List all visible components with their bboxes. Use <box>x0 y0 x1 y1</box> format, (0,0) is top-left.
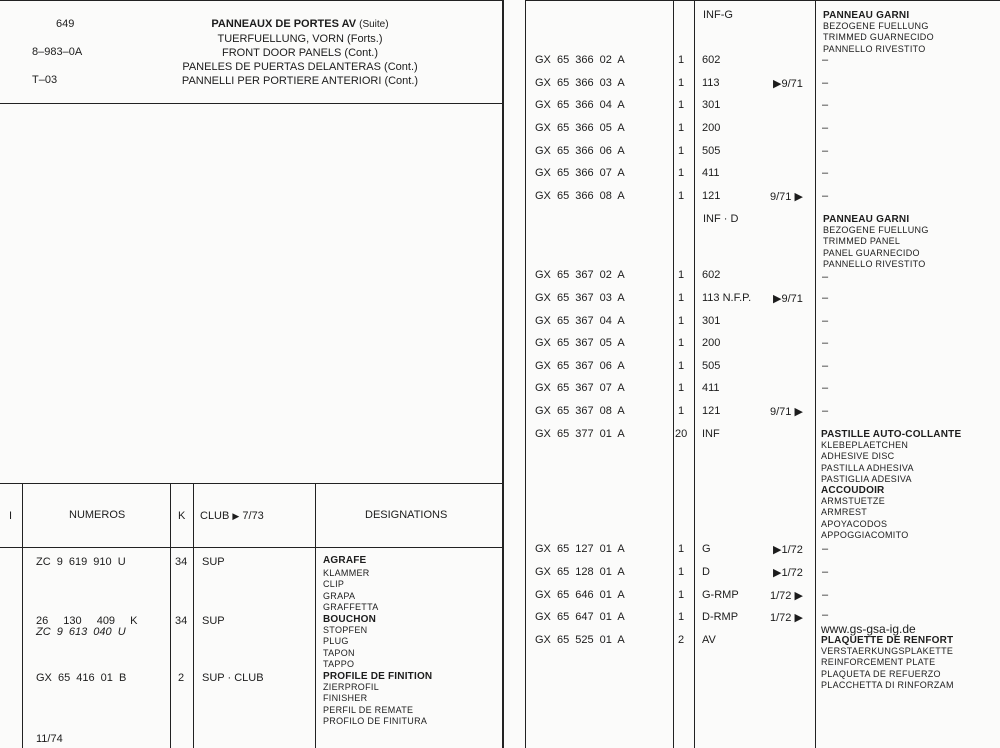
part-designation <box>323 555 379 613</box>
ref-dash: – <box>822 337 829 349</box>
top-border-left <box>0 0 503 1</box>
ref-dash: – <box>822 122 829 134</box>
ref-code: G <box>702 543 711 555</box>
ref-dash: – <box>822 77 829 89</box>
group1-designation <box>823 10 934 55</box>
ref-date: 9/71 ▶ <box>770 406 803 418</box>
ref-qty: 1 <box>678 54 685 66</box>
ref-qty: 1 <box>678 611 685 623</box>
col-header-i: I <box>9 510 13 522</box>
right-col-rule-2 <box>694 0 695 748</box>
designation-de: ZIERPROFIL <box>323 682 380 692</box>
designation-it: PASTIGLIA ADESIVA <box>821 473 912 484</box>
club-date: 7/73 <box>242 510 264 522</box>
title-line-it: PANNELLI PER PORTIERE ANTERIORI (Cont.) <box>181 75 419 87</box>
designation-title: PANNEAU GARNI <box>823 214 910 225</box>
designation-es: TAPON <box>323 647 355 658</box>
ref-dash: – <box>822 543 829 555</box>
designation-en: TRIMMED GUARNECIDO <box>823 32 934 43</box>
part-number: GX 65 416 01 B <box>36 672 127 684</box>
ref-number: GX 65 367 03 A <box>535 292 625 304</box>
designation-es: GRAPA <box>323 590 356 601</box>
ref-number: GX 65 367 08 A <box>535 405 625 417</box>
ref-number: GX 65 366 02 A <box>535 54 625 66</box>
ref-dash: – <box>822 292 829 304</box>
ref-code: 200 <box>702 337 721 349</box>
ref-qty: 1 <box>678 360 685 372</box>
ref-qty: 1 <box>678 566 685 578</box>
ref-qty: 1 <box>678 269 685 281</box>
part-club: SUP · CLUB <box>202 672 264 684</box>
accoudoir-es: APOYACODOS <box>821 518 888 529</box>
ref-code: AV <box>702 634 716 646</box>
section-title <box>140 17 460 88</box>
designation-en: TRIMMED PANEL <box>823 236 901 247</box>
col-rule-i <box>22 483 23 748</box>
ref-code: 602 <box>702 54 721 66</box>
ref-date: ▶9/71 <box>773 78 803 90</box>
group2-designation <box>823 214 929 270</box>
designation-de: STOPFEN <box>323 625 368 635</box>
designation-title: PLAQUETTE DE RENFORT <box>821 635 954 646</box>
ref-dash: – <box>822 145 829 157</box>
part-designation <box>323 671 432 727</box>
designation-es: PANEL GUARNECIDO <box>823 247 920 258</box>
ref-number: GX 65 367 05 A <box>535 337 625 349</box>
ref-date: ▶9/71 <box>773 293 803 305</box>
club-label: CLUB <box>200 510 230 522</box>
designation-es: PLAQUETA DE REFUERZO <box>821 668 941 679</box>
ref-date: ▶1/72 <box>773 544 803 556</box>
ref-dash: – <box>822 99 829 111</box>
part-designation <box>323 614 376 670</box>
club-arrow: ▶ <box>232 511 240 521</box>
designation-de: KLAMMER <box>323 568 370 578</box>
ref-qty: 1 <box>678 405 685 417</box>
designation-it: PANNELLO RIVESTITO <box>823 43 926 54</box>
ref-qty: 1 <box>678 99 685 111</box>
col-header-club <box>200 510 264 522</box>
ref-dash: – <box>822 405 829 417</box>
ref-qty: 1 <box>678 122 685 134</box>
part-number-alt: ZC 9 613 040 U <box>36 626 126 638</box>
ref-dash: – <box>822 315 829 327</box>
page-divider-inner <box>525 0 526 748</box>
section-title-suffix: (Suite) <box>359 19 389 30</box>
ref-number: GX 65 646 01 A <box>535 589 625 601</box>
part-club: SUP <box>202 615 225 627</box>
designation-es: PASTILLA ADHESIVA <box>821 462 914 473</box>
accoudoir-title: ACCOUDOIR <box>821 485 885 497</box>
right-col-rule-3 <box>815 0 816 748</box>
accoudoir-en: ARMREST <box>821 507 868 518</box>
designation-title: PASTILLE AUTO-COLLANTE <box>821 429 962 440</box>
ref-number: GX 65 128 01 A <box>535 566 625 578</box>
ref-date: 1/72 ▶ <box>770 612 803 624</box>
section-title-main: PANNEAUX DE PORTES AV <box>211 18 357 30</box>
ref-number: GX 65 366 08 A <box>535 190 625 202</box>
catalog-code: 8–983–0A <box>32 46 83 58</box>
footer-date: 11/74 <box>36 733 63 745</box>
ref-code: 301 <box>702 99 721 111</box>
ref-number: GX 65 366 03 A <box>535 77 625 89</box>
designation-de: VERSTAERKUNGSPLAKETTE <box>821 646 954 656</box>
part-number: 26 130 409 K <box>36 615 138 627</box>
ref-dash: – <box>822 566 829 578</box>
ref-qty: 1 <box>678 589 685 601</box>
page-divider <box>502 0 504 748</box>
part-qty: 34 <box>175 615 188 627</box>
ref-qty: 1 <box>678 292 685 304</box>
ref-number: GX 65 377 01 A <box>535 428 625 440</box>
col-rule-k <box>193 483 194 748</box>
ref-qty: 1 <box>678 77 685 89</box>
catalog-ref: T–03 <box>32 74 58 86</box>
ref-qty: 20 <box>675 428 688 440</box>
ref-code: 505 <box>702 360 721 372</box>
ref-number: GX 65 366 06 A <box>535 145 625 157</box>
ref-code: 113 <box>702 77 720 89</box>
column-header-bottom-rule <box>0 547 503 548</box>
ref-number: GX 65 367 02 A <box>535 269 625 281</box>
ref-dash: – <box>822 589 829 601</box>
ref-qty: 1 <box>678 190 685 202</box>
designation-it: PANNELLO RIVESTITO <box>823 258 926 269</box>
ref-date: 9/71 ▶ <box>770 191 803 203</box>
pastille-designation <box>821 429 961 541</box>
designation-title: PANNEAU GARNI <box>823 10 910 21</box>
ref-code: INF <box>702 428 720 440</box>
ref-code: 121 <box>702 405 721 417</box>
title-line-en: FRONT DOOR PANELS (Cont.) <box>221 47 379 59</box>
title-line-de: TUERFUELLUNG, VORN (Forts.) <box>217 33 383 45</box>
ref-number: GX 65 367 07 A <box>535 382 625 394</box>
col-rule-club <box>315 483 316 748</box>
ref-code: 505 <box>702 145 721 157</box>
page-number: 649 <box>56 18 75 30</box>
group1-label: INF-G <box>703 9 733 21</box>
ref-code: 411 <box>702 382 720 394</box>
designation-en: FINISHER <box>323 693 368 704</box>
part-number: ZC 9 619 910 U <box>36 556 126 568</box>
ref-code: D <box>702 566 710 578</box>
ref-number: GX 65 647 01 A <box>535 611 625 623</box>
designation-en: CLIP <box>323 579 345 590</box>
watermark-link[interactable]: www.gs-gsa-ig.de <box>821 622 916 636</box>
designation-es: PERFIL DE REMATE <box>323 704 414 715</box>
ref-code: 200 <box>702 122 721 134</box>
part-club: SUP <box>202 556 225 568</box>
designation-it: GRAFFETTA <box>323 601 379 612</box>
group2-label: INF · D <box>703 213 739 225</box>
designation-it: TAPPO <box>323 658 355 669</box>
designation-de: BEZOGENE FUELLUNG <box>823 21 929 31</box>
ref-qty: 1 <box>678 145 685 157</box>
ref-number: GX 65 525 01 A <box>535 634 625 646</box>
ref-code: 113 N.F.P. <box>702 292 752 304</box>
ref-dash: – <box>822 167 829 179</box>
ref-dash: – <box>822 609 829 621</box>
top-border-right <box>526 0 1000 1</box>
ref-code: 301 <box>702 315 721 327</box>
ref-dash: – <box>822 360 829 372</box>
plaquette-designation <box>821 635 954 691</box>
designation-title: BOUCHON <box>323 614 377 625</box>
ref-number: GX 65 127 01 A <box>535 543 625 555</box>
ref-qty: 1 <box>678 315 685 327</box>
ref-qty: 1 <box>678 167 685 179</box>
ref-code: 411 <box>702 167 720 179</box>
ref-date: 1/72 ▶ <box>770 590 803 602</box>
ref-number: GX 65 366 07 A <box>535 167 625 179</box>
header-bottom-rule <box>0 103 503 104</box>
ref-qty: 2 <box>678 634 685 646</box>
ref-number: GX 65 367 04 A <box>535 315 625 327</box>
column-header-top-rule <box>0 483 503 484</box>
accoudoir-de: ARMSTUETZE <box>821 496 886 507</box>
designation-title: AGRAFE <box>323 555 367 566</box>
col-header-numeros: NUMEROS <box>69 509 126 521</box>
ref-number: GX 65 367 06 A <box>535 360 625 372</box>
ref-date: ▶1/72 <box>773 567 803 579</box>
designation-en: REINFORCEMENT PLATE <box>821 657 936 668</box>
part-qty: 2 <box>178 672 185 684</box>
ref-code: G-RMP <box>702 589 739 601</box>
ref-qty: 1 <box>678 382 685 394</box>
designation-en: ADHESIVE DISC <box>821 451 895 462</box>
designation-en: PLUG <box>323 636 349 647</box>
ref-dash: – <box>822 382 829 394</box>
designation-de: BEZOGENE FUELLUNG <box>823 225 929 235</box>
designation-title: PROFILE DE FINITION <box>323 671 433 682</box>
part-qty: 34 <box>175 556 188 568</box>
designation-it: PROFILO DE FINITURA <box>323 715 428 726</box>
title-line-es: PANELES DE PUERTAS DELANTERAS (Cont.) <box>182 61 418 73</box>
ref-code: 121 <box>702 190 721 202</box>
designation-de: KLEBEPLAETCHEN <box>821 440 909 450</box>
ref-dash: – <box>822 54 829 66</box>
ref-code: D-RMP <box>702 611 739 623</box>
col-rule-numeros <box>170 483 171 748</box>
designation-it: PLACCHETTA DI RINFORZAM <box>821 679 954 690</box>
ref-number: GX 65 366 05 A <box>535 122 625 134</box>
accoudoir-it: APPOGGIACOMITO <box>821 530 909 541</box>
ref-dash: – <box>822 271 829 283</box>
right-col-rule-1 <box>673 0 674 748</box>
col-header-k: K <box>178 510 186 522</box>
col-header-designations: DESIGNATIONS <box>365 509 448 521</box>
ref-qty: 1 <box>678 337 685 349</box>
ref-dash: – <box>822 190 829 202</box>
ref-number: GX 65 366 04 A <box>535 99 625 111</box>
ref-qty: 1 <box>678 543 685 555</box>
ref-code: 602 <box>702 269 721 281</box>
